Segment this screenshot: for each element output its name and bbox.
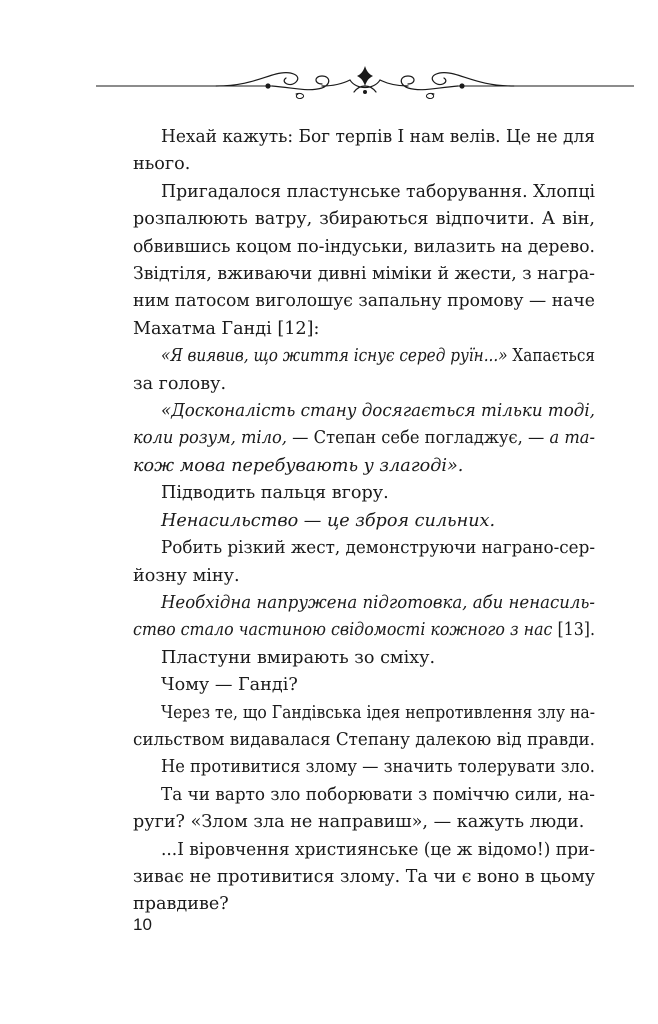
text-line [133, 864, 595, 891]
text-segment: зиває не противитися злому. Та чи є воно в цьому [133, 866, 595, 887]
text-line [133, 371, 595, 398]
text-line [133, 837, 595, 864]
text-segment: Пригадалося пластунське таборування. Хлопці [161, 181, 595, 202]
text-segment: за голову. [133, 373, 227, 394]
text-line [133, 535, 595, 562]
text-line [133, 234, 595, 261]
text-line [133, 151, 595, 178]
text-line [133, 398, 595, 425]
page-number: 10 [133, 915, 152, 934]
text-segment: [13]. [552, 620, 595, 641]
text-line [133, 891, 595, 918]
text-line [133, 425, 595, 452]
text-line [133, 700, 595, 727]
text-segment: Хапається [507, 346, 595, 367]
text-segment: — Степан себе погладжує, — [292, 428, 550, 449]
text-segment: Підводить пальця вгору. [161, 483, 389, 504]
text-line [133, 206, 595, 233]
text-line [133, 179, 595, 206]
text-segment: ним патосом виголошує запальну промову — наче [133, 291, 595, 312]
text-line [133, 508, 595, 535]
text-segment: йозну міну. [133, 565, 240, 586]
text-segment: сильством видавалася Степану далекою від правди. [133, 729, 595, 750]
text-segment: нього. [133, 154, 191, 175]
italic-text: кож мова перебувають у злагоді». [133, 455, 464, 476]
text-line [133, 590, 595, 617]
text-segment: правдиве? [133, 894, 229, 915]
text-line [133, 124, 595, 151]
italic-text: «Досконалість стану досягається тільки тоді, [161, 401, 595, 422]
italic-text: Необхідна напружена підготовка, аби ненасиль- [161, 592, 595, 613]
text-line [133, 261, 595, 288]
text-line [133, 727, 595, 754]
text-line [133, 563, 595, 590]
text-segment: обвившись коцом по-індуськи, вилазить на дерево. [133, 236, 595, 257]
text-line [133, 480, 595, 507]
text-line [133, 316, 595, 343]
text-line [133, 288, 595, 315]
text-segment: Та чи варто зло поборювати з поміччю сили, на- [161, 784, 595, 805]
text-segment: руги? «Злом зла не направиш», — кажуть люди. [133, 812, 585, 833]
italic-text: Ненасильство — це зброя сильних. [161, 510, 496, 531]
text-line [133, 645, 595, 672]
italic-text: а та- [549, 428, 595, 449]
header-ornament [96, 62, 634, 106]
text-segment: Звідтіля, вживаючи дивні міміки й жести, з награ- [133, 264, 595, 285]
text-segment: Робить різкий жест, демонструючи награно-сер- [161, 538, 595, 559]
text-segment: Чому — Ганді? [161, 675, 298, 696]
text-line [133, 672, 595, 699]
italic-text: коли розум, тіло, [133, 428, 293, 449]
text-line [133, 453, 595, 480]
text-line [133, 782, 595, 809]
text-segment: Нехай кажуть: Бог терпів І нам велів. Це не для [161, 127, 595, 147]
body-text [133, 124, 595, 919]
text-line [133, 617, 595, 644]
text-line [133, 809, 595, 836]
italic-text: ство стало частиною свідомості кожного з нас [133, 620, 553, 641]
text-line [133, 343, 595, 370]
text-segment: розпалюють ватру, збираються відпочити. А він, [133, 209, 595, 230]
italic-text: «Я виявив, що життя існує серед руїн...» [161, 346, 508, 367]
text-segment: Не противитися злому — значить толерувати зло. [161, 757, 595, 778]
text-segment: Через те, що Гандівська ідея непротивлення злу на- [161, 702, 595, 723]
text-segment: ...І віровчення християнське (це ж відомо!) при- [161, 839, 595, 860]
text-segment: Пластуни вмирають зо сміху. [161, 647, 436, 668]
text-segment: Махатма Ганді [12]: [133, 318, 320, 339]
text-line [133, 754, 595, 781]
